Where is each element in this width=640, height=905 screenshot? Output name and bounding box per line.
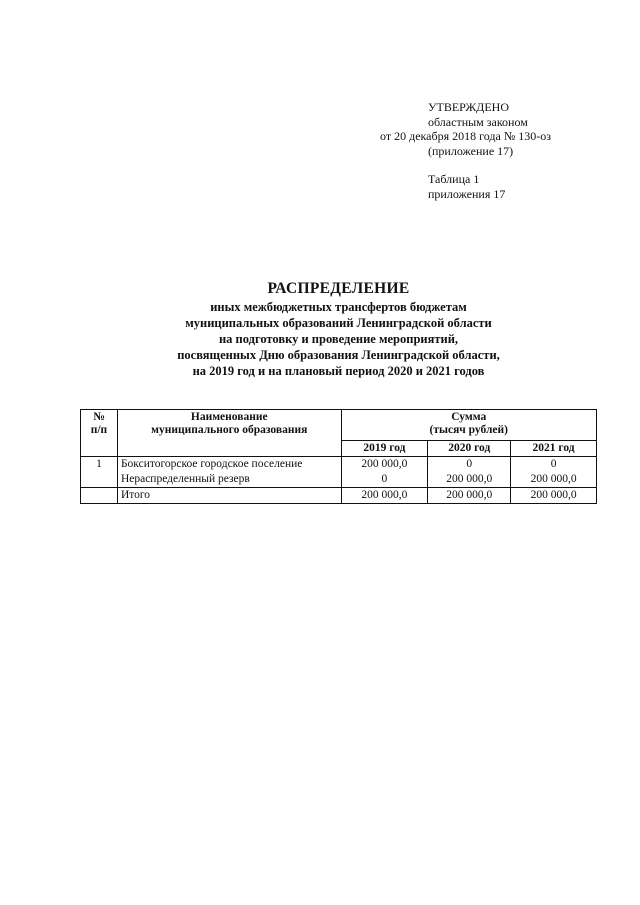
header-name: Наименование муниципального образования — [117, 410, 341, 457]
table-reference — [428, 172, 505, 201]
header-sum: Сумма (тысяч рублей) — [341, 410, 596, 441]
row-value-2021: 200 000,0 — [511, 472, 597, 488]
total-value-2020: 200 000,0 — [428, 488, 511, 504]
table-row — [81, 457, 597, 473]
row-value-2020: 200 000,0 — [428, 472, 511, 488]
row-number: 1 — [81, 457, 118, 473]
approval-block — [380, 100, 620, 158]
row-name: Бокситогорское городское поселение — [117, 457, 341, 473]
title-line-1: иных межбюджетных трансфертов бюджетам — [210, 300, 467, 314]
document-title — [80, 279, 597, 379]
row-value-2021: 0 — [511, 457, 597, 473]
appendix-reference: (приложение 17) — [428, 143, 514, 158]
title-line-4: посвященных Дню образования Ленинградской области, — [177, 348, 500, 362]
row-value-2020: 0 — [428, 457, 511, 473]
law-date-number: от 20 декабря 2018 года № 130-оз — [380, 129, 552, 143]
table-total-row — [81, 488, 597, 504]
row-name: Нераспределенный резерв — [117, 472, 341, 488]
row-number — [81, 472, 118, 488]
distribution-table — [80, 409, 597, 504]
total-number-cell — [81, 488, 118, 504]
table-row — [81, 472, 597, 488]
title-main: РАСПРЕДЕЛЕНИЕ — [267, 280, 410, 297]
table-number: Таблица 1 — [428, 172, 480, 186]
table-appendix: приложения 17 — [428, 186, 506, 201]
header-year-2019: 2019 год — [341, 441, 428, 457]
total-label: Итого — [117, 488, 341, 504]
total-value-2021: 200 000,0 — [511, 488, 597, 504]
approved-by-law: областным законом — [428, 114, 528, 129]
title-line-2: муниципальных образований Ленинградской области — [185, 316, 492, 330]
table-header-row — [81, 410, 597, 441]
approved-stamp: УТВЕРЖДЕНО — [428, 100, 510, 114]
total-value-2019: 200 000,0 — [341, 488, 428, 504]
header-year-2021: 2021 год — [511, 441, 597, 457]
title-line-3: на подготовку и проведение мероприятий, — [218, 332, 459, 346]
title-line-5: на 2019 год и на плановый период 2020 и 2021 годов — [192, 364, 485, 378]
header-number: № п/п — [81, 410, 118, 457]
row-value-2019: 0 — [341, 472, 428, 488]
row-value-2019: 200 000,0 — [341, 457, 428, 473]
header-year-2020: 2020 год — [428, 441, 511, 457]
